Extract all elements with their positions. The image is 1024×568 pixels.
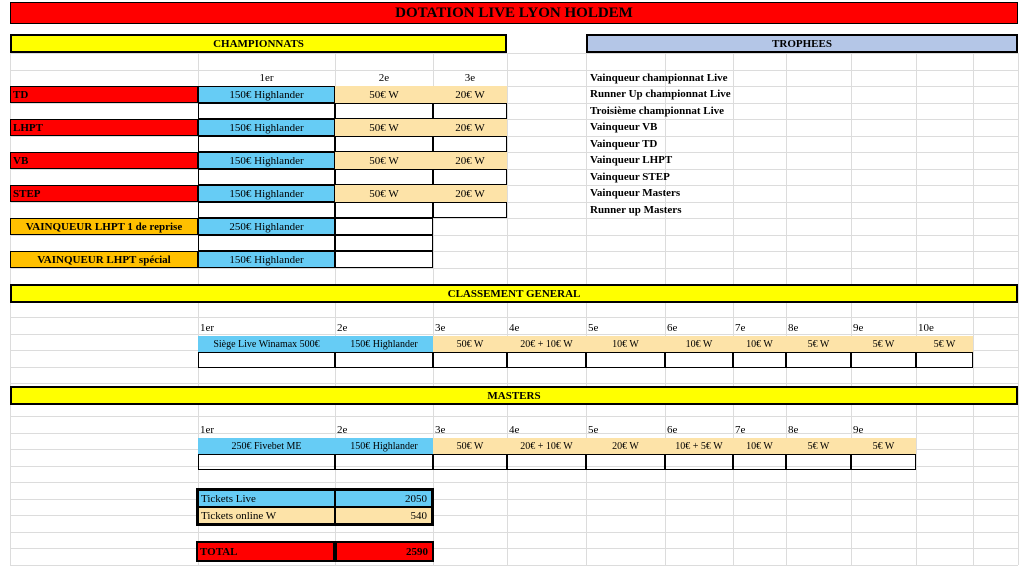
empty-cell	[433, 202, 507, 218]
classement-rank: 7e	[735, 322, 746, 334]
empty-cell	[198, 454, 335, 470]
gridline-horizontal	[10, 70, 1018, 71]
champ-prize-2e: 50€ W	[335, 152, 433, 169]
gridline-horizontal	[10, 268, 1018, 269]
champ-prize-2e: 50€ W	[335, 119, 433, 136]
empty-cell	[198, 352, 335, 368]
masters-prize: 20€ W	[586, 438, 665, 454]
empty-cell	[198, 169, 335, 185]
classement-rank: 9e	[853, 322, 864, 334]
empty-cell	[335, 352, 433, 368]
masters-rank: 7e	[735, 424, 746, 436]
gridline-horizontal	[10, 548, 1018, 549]
classement-prize: 5€ W	[916, 336, 973, 352]
empty-cell	[433, 169, 507, 185]
champ-col-3e: 3e	[464, 72, 476, 84]
classement-header: CLASSEMENT GENERAL	[10, 284, 1018, 303]
masters-prize: 5€ W	[851, 438, 916, 454]
classement-rank: 3e	[435, 322, 446, 334]
gridline-horizontal	[10, 515, 1018, 516]
masters-prize: 5€ W	[786, 438, 851, 454]
champ-prize-1er: 150€ Highlander	[198, 152, 335, 169]
gridline-horizontal	[10, 416, 1018, 417]
trophee-item: Vainqueur Masters	[590, 187, 681, 199]
masters-rank: 1er	[200, 424, 215, 436]
empty-cell	[335, 103, 433, 119]
champ-prize-3e: 20€ W	[433, 185, 507, 202]
special-winner-label: VAINQUEUR LHPT spécial	[10, 251, 198, 268]
special-winner-prize: 150€ Highlander	[198, 251, 335, 268]
gridline-horizontal	[10, 169, 1018, 170]
classement-rank: 2e	[337, 322, 348, 334]
empty-cell	[198, 235, 335, 251]
total-label: TOTAL	[196, 541, 335, 562]
gridline-vertical	[973, 53, 974, 565]
empty-cell	[335, 235, 433, 251]
empty-cell	[198, 202, 335, 218]
empty-cell	[786, 352, 851, 368]
empty-cell	[507, 454, 586, 470]
masters-prize: 20€ + 10€ W	[507, 438, 586, 454]
champ-prize-3e: 20€ W	[433, 119, 507, 136]
gridline-horizontal	[10, 136, 1018, 137]
champ-col-1er: 1er	[259, 72, 274, 84]
tickets-live-value: 2050	[335, 490, 432, 507]
empty-cell	[198, 103, 335, 119]
empty-cell	[198, 136, 335, 152]
classement-rank: 6e	[667, 322, 678, 334]
masters-rank: 6e	[667, 424, 678, 436]
empty-cell	[916, 352, 973, 368]
empty-cell	[786, 454, 851, 470]
masters-rank: 2e	[337, 424, 348, 436]
tickets-live-label: Tickets Live	[198, 490, 335, 507]
champ-row-label: TD	[10, 86, 198, 103]
champ-prize-2e: 50€ W	[335, 185, 433, 202]
champ-col-2e: 2e	[378, 72, 390, 84]
championnats-header: CHAMPIONNATS	[10, 34, 507, 53]
empty-cell	[335, 136, 433, 152]
trophee-item: Vainqueur TD	[590, 138, 658, 150]
masters-prize: 150€ Highlander	[335, 438, 433, 454]
champ-prize-1er: 150€ Highlander	[198, 119, 335, 136]
trophee-item: Vainqueur STEP	[590, 171, 670, 183]
gridline-horizontal	[10, 565, 1018, 566]
empty-cell	[665, 454, 733, 470]
gridline-horizontal	[10, 482, 1018, 483]
empty-cell	[733, 454, 786, 470]
gridline-vertical	[851, 53, 852, 565]
masters-prize: 10€ + 5€ W	[665, 438, 733, 454]
classement-prize: 150€ Highlander	[335, 336, 433, 352]
gridline-horizontal	[10, 499, 1018, 500]
tickets-online-value: 540	[335, 507, 432, 524]
empty-cell	[433, 136, 507, 152]
empty-cell	[851, 352, 916, 368]
classement-prize: 50€ W	[433, 336, 507, 352]
empty-cell	[851, 454, 916, 470]
classement-prize: 5€ W	[851, 336, 916, 352]
trophee-item: Runner Up championnat Live	[590, 88, 731, 100]
empty-cell	[586, 454, 665, 470]
empty-cell	[665, 352, 733, 368]
champ-prize-1er: 150€ Highlander	[198, 86, 335, 103]
gridline-horizontal	[10, 202, 1018, 203]
masters-rank: 5e	[588, 424, 599, 436]
gridline-vertical	[916, 53, 917, 565]
empty-cell	[433, 454, 507, 470]
classement-prize: 10€ W	[733, 336, 786, 352]
sheet-title: DOTATION LIVE LYON HOLDEM	[10, 2, 1018, 24]
masters-prize: 250€ Fivebet ME	[198, 438, 335, 454]
trophees-header: TROPHEES	[586, 34, 1018, 53]
trophee-item: Troisième championnat Live	[590, 105, 725, 117]
champ-row-label: LHPT	[10, 119, 198, 136]
empty-cell	[586, 352, 665, 368]
trophee-item: Vainqueur VB	[590, 121, 658, 133]
classement-rank: 10e	[918, 322, 934, 334]
empty-cell	[433, 103, 507, 119]
champ-row-label: VB	[10, 152, 198, 169]
gridline-vertical	[586, 53, 587, 565]
empty-cell	[335, 251, 433, 268]
classement-rank: 4e	[509, 322, 520, 334]
champ-prize-2e: 50€ W	[335, 86, 433, 103]
champ-prize-3e: 20€ W	[433, 152, 507, 169]
gridline-horizontal	[10, 383, 1018, 384]
empty-cell	[433, 352, 507, 368]
classement-prize: 20€ + 10€ W	[507, 336, 586, 352]
gridline-vertical	[1018, 53, 1019, 565]
masters-rank: 3e	[435, 424, 446, 436]
total-value: 2590	[335, 541, 434, 562]
gridline-horizontal	[10, 235, 1018, 236]
trophee-item: Vainqueur LHPT	[590, 154, 673, 166]
masters-prize: 10€ W	[733, 438, 786, 454]
champ-prize-3e: 20€ W	[433, 86, 507, 103]
masters-rank: 4e	[509, 424, 520, 436]
classement-prize: Siège Live Winamax 500€	[198, 336, 335, 352]
empty-cell	[335, 169, 433, 185]
classement-prize: 10€ W	[665, 336, 733, 352]
empty-cell	[733, 352, 786, 368]
gridline-vertical	[507, 53, 508, 565]
empty-cell	[335, 454, 433, 470]
trophee-item: Vainqueur championnat Live	[590, 72, 728, 84]
trophee-item: Runner up Masters	[590, 204, 682, 216]
empty-cell	[335, 218, 433, 235]
gridline-horizontal	[10, 103, 1018, 104]
masters-rank: 9e	[853, 424, 864, 436]
gridline-horizontal	[10, 317, 1018, 318]
special-winner-prize: 250€ Highlander	[198, 218, 335, 235]
classement-rank: 1er	[200, 322, 215, 334]
masters-prize: 50€ W	[433, 438, 507, 454]
champ-row-label: STEP	[10, 185, 198, 202]
classement-rank: 8e	[788, 322, 799, 334]
gridline-horizontal	[10, 532, 1018, 533]
special-winner-label: VAINQUEUR LHPT 1 de reprise	[10, 218, 198, 235]
champ-prize-1er: 150€ Highlander	[198, 185, 335, 202]
empty-cell	[507, 352, 586, 368]
masters-rank: 8e	[788, 424, 799, 436]
masters-header: MASTERS	[10, 386, 1018, 405]
classement-prize: 10€ W	[586, 336, 665, 352]
empty-cell	[335, 202, 433, 218]
classement-prize: 5€ W	[786, 336, 851, 352]
tickets-online-label: Tickets online W	[198, 507, 335, 524]
classement-rank: 5e	[588, 322, 599, 334]
gridline-horizontal	[10, 53, 1018, 54]
